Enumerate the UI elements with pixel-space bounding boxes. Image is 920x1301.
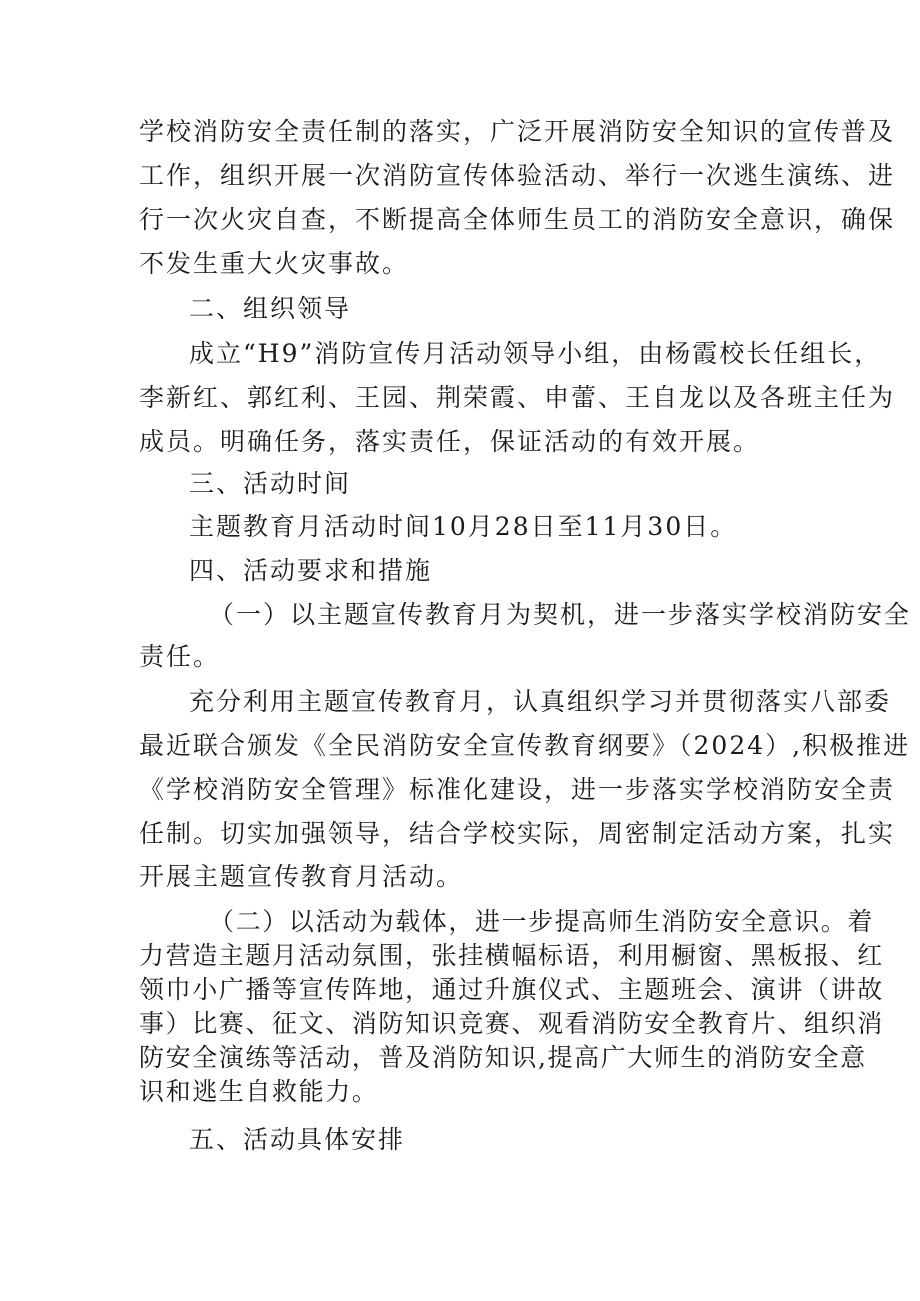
body-line: 任制。切实加强领导，结合学校实际，周密制定活动方案，扎实 [139,819,896,848]
activity-time-text: 主题教育月活动时间10月28日至11月30日。 [189,512,738,541]
body-line: 防安全演练等活动，普及消防知识,提高广大师生的消防安全意 [139,1043,867,1072]
subsection-heading-1: （一）以主题宣传教育月为契机，进一步落实学校消防安全 [209,600,912,629]
body-line: 成立“H9”消防宣传月活动领导小组，由杨霞校长任组长， [189,339,882,368]
section-heading-time: 三、活动时间 [189,469,352,498]
section-heading-organization: 二、组织领导 [189,294,352,323]
body-line: 领巾小广播等宣传阵地，通过升旗仪式、主题班会、演讲（讲故 [139,975,884,1004]
body-line: 李新红、郭红利、王园、荆荣霞、申蕾、王自龙以及各班主任为 [139,383,896,412]
section-heading-measures: 四、活动要求和措施 [189,556,433,585]
body-line: 最近联合颁发《全民消防安全宣传教育纲要》（2024）,积极推进 [139,731,911,760]
body-line: 《学校消防安全管理》标准化建设，进一步落实学校消防安全责 [139,775,896,804]
intro-line: 学校消防安全责任制的落实，广泛开展消防安全知识的宣传普及 [139,117,896,146]
body-line: 开展主题宣传教育月活动。 [139,862,464,891]
body-line: 力营造主题月活动氛围，张挂横幅标语，利用橱窗、黑板报、红 [139,941,884,970]
body-line: 事）比赛、征文、消防知识竞赛、观看消防安全教育片、组织消 [139,1009,884,1038]
intro-line: 行一次火灾自查，不断提高全体师生员工的消防安全意识，确保 [139,205,896,234]
intro-line: 不发生重大火灾事故。 [139,249,410,278]
subsection-heading-1: 责任。 [139,642,221,671]
body-line: 充分利用主题宣传教育月，认真组织学习并贯彻落实八部委 [189,687,892,716]
section-heading-schedule: 五、活动具体安排 [189,1125,406,1154]
intro-line: 工作，组织开展一次消防宣传体验活动、举行一次逃生演练、进 [139,161,896,190]
body-line: 成员。明确任务，落实责任，保证活动的有效开展。 [139,427,761,456]
body-line: 识和逃生自救能力。 [139,1077,379,1106]
subsection-heading-2: （二）以活动为载体，进一步提高师生消防安全意识。着 [209,907,875,936]
